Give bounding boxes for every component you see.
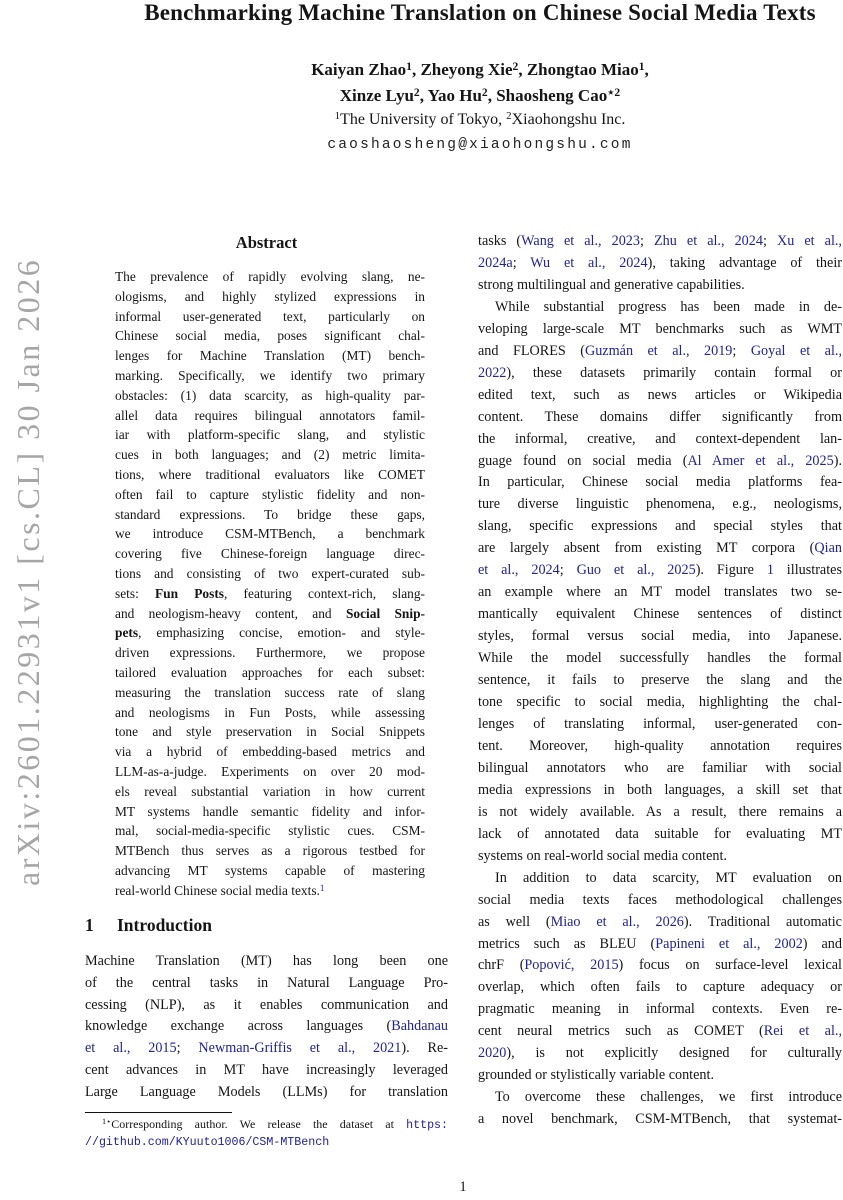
paragraph (115, 267, 425, 903)
text-segment: The University of Tokyo, (340, 111, 507, 128)
text-segment: Xiaohongshu Inc. (511, 111, 626, 128)
text-line (115, 346, 425, 366)
citation-link[interactable]: 2024a (478, 254, 513, 271)
text-line (478, 363, 842, 385)
text-segment: cent neural metrics such as COMET ( (478, 1023, 764, 1040)
text-segment: 1 (638, 59, 645, 73)
text-line (115, 465, 425, 485)
text-segment: , Zheyong Xie (411, 60, 513, 79)
text-segment: ; (559, 562, 577, 579)
text-segment: 2 (506, 110, 512, 123)
text-segment: covering five Chinese-foreign language direc- (115, 546, 425, 562)
text-segment: ). (833, 452, 842, 469)
text-segment: 1⋆ (102, 1117, 112, 1127)
text-line (115, 287, 425, 307)
text-line (478, 846, 842, 868)
text-segment: metrics such as BLEU ( (478, 935, 656, 952)
citation-link[interactable]: et al., 2024 (478, 562, 560, 579)
text-segment: Machine Translation (MT) has long been one (85, 953, 448, 969)
text-line (115, 564, 425, 584)
text-segment: styles, formal versus social media, into Japanese. (478, 628, 842, 645)
citation-link[interactable]: 2020 (478, 1045, 507, 1062)
text-line (478, 407, 842, 429)
text-line (478, 999, 842, 1021)
text-segment: Fun Posts (155, 585, 225, 601)
text-line (478, 341, 842, 363)
text-line (478, 890, 842, 912)
text-segment[interactable]: 1 (319, 882, 325, 893)
text-segment: pragmatic meaning in informal contexts. Even re- (478, 1001, 842, 1018)
paragraph (478, 1087, 842, 1131)
citation-link[interactable]: Rei et al., (763, 1023, 842, 1040)
text-segment: ; (732, 342, 751, 359)
text-segment: guage found on social media ( (478, 452, 688, 469)
section-number: 1 (85, 915, 94, 935)
text-segment: via a hybrid of embedding-based metrics and (115, 744, 425, 760)
text-line (478, 692, 842, 714)
text-line (115, 406, 425, 426)
page-number: 1 (459, 1179, 467, 1195)
text-segment: tone and style preservation in Social Snippets (115, 724, 425, 740)
text-segment: and neologisms in Fun Posts, while assessing (115, 704, 425, 720)
citation-link[interactable]: Al Amer et al., 2025 (687, 452, 834, 469)
text-segment: social media texts faces methodological challenges (478, 891, 842, 908)
text-line (478, 648, 842, 670)
text-line (115, 485, 425, 505)
text-line (115, 366, 425, 386)
text-segment: 2 (481, 85, 488, 99)
paragraph (85, 951, 448, 1104)
text-line (115, 782, 425, 802)
text-segment: 2 (413, 85, 420, 99)
text-line (115, 861, 425, 881)
text-line (115, 604, 425, 624)
paragraph (478, 231, 842, 297)
paper-title: Benchmarking Machine Translation on Chinese Social Media Texts (144, 0, 816, 25)
citation-link[interactable]: Xu et al., (776, 233, 842, 249)
citation-link[interactable]: Popović, 2015 (524, 957, 619, 974)
text-segment: real-world Chinese social media texts. (115, 882, 320, 898)
introduction-body-right-column (478, 231, 842, 1131)
text-segment: veloping large-scale MT benchmarks such as WMT (478, 320, 842, 337)
text-segment: illustrates (773, 562, 842, 579)
text-segment: Kaiyan Zhao (311, 60, 407, 79)
text-line (85, 1134, 448, 1151)
text-line (478, 868, 842, 890)
text-segment: 2 (512, 59, 519, 73)
text-line (85, 1060, 448, 1082)
citation-link[interactable]: Bahdanau (391, 1018, 448, 1035)
text-segment: lack of annotated data suitable for evaluating MT (478, 825, 842, 842)
citation-link[interactable]: Wu et al., 2024 (530, 254, 648, 271)
section-title: Introduction (117, 915, 212, 935)
text-segment: mal, social-media-specific stylistic cues. CSM- (115, 823, 425, 839)
text-segment: cessing (NLP), as it enables communication and (85, 996, 448, 1013)
citation-link[interactable]: Miao et al., 2026 (550, 913, 684, 930)
arxiv-watermark: arXiv:2601.22931v1 [cs.CL] 30 Jan 2026 (10, 257, 46, 886)
text-line (478, 560, 842, 582)
text-line (115, 386, 425, 406)
url-link[interactable]: https: (406, 1119, 448, 1132)
abstract-heading: Abstract (235, 233, 298, 252)
affiliation-line (100, 111, 843, 129)
text-line (115, 445, 425, 465)
text-segment: In addition to data scarcity, MT evaluation on (495, 869, 842, 886)
text-segment: tions and consisting of two expert-curated sub- (115, 565, 425, 581)
text-segment: tailored evaluation approaches for each subset: (115, 664, 425, 680)
text-line (478, 1021, 842, 1043)
text-line (85, 1016, 448, 1038)
text-segment: LLM-as-a-judge. Experiments on over 20 mod- (115, 763, 425, 779)
text-segment: , (644, 60, 649, 79)
text-segment: cent advances in MT have increasingly leveraged (85, 1061, 448, 1078)
text-line (478, 955, 842, 977)
text-segment: the informal, creative, and context-dependent lan- (478, 430, 842, 447)
text-segment: ). Re- (401, 1040, 448, 1057)
text-segment: To overcome these challenges, we first introduce (495, 1089, 842, 1106)
text-segment: MT systems handle semantic fidelity and infor- (115, 803, 425, 819)
text-segment: 1 (334, 110, 341, 123)
section-heading-introduction (85, 915, 448, 936)
text-segment: 1 (406, 59, 412, 73)
text-line (478, 1043, 842, 1065)
text-segment: of the central tasks in Natural Language Pro- (85, 974, 448, 991)
text-segment: Corresponding author. We release the dataset at (111, 1117, 407, 1131)
text-line (115, 703, 425, 723)
text-line (478, 626, 842, 648)
text-segment: ). Traditional automatic (683, 913, 842, 930)
text-segment: els reveal substantial variation in how current (115, 783, 425, 799)
text-line (115, 524, 425, 544)
text-line (115, 841, 425, 861)
text-line (478, 670, 842, 692)
text-segment: ⋆2 (607, 85, 621, 99)
citation-link[interactable]: Qian (814, 540, 842, 557)
text-segment: In particular, Chinese social media platforms fea- (478, 474, 842, 491)
text-line (115, 505, 425, 525)
text-segment: often fail to capture stylistic fidelity and non- (115, 486, 425, 502)
text-segment: ), these datasets primarily contain formal or (506, 364, 842, 381)
text-segment: ; (762, 233, 777, 249)
text-line (115, 584, 425, 604)
text-segment: grounded or stylistically variable content. (478, 1067, 714, 1084)
text-segment: pets (115, 625, 139, 641)
text-segment: lenges of translating informal, user-generated con- (478, 715, 842, 732)
text-line (115, 802, 425, 822)
text-line (115, 623, 425, 643)
text-line (85, 1038, 448, 1060)
text-line (478, 780, 842, 802)
text-segment: content. These domains differ significantly from (478, 408, 842, 425)
text-line (115, 722, 425, 742)
text-segment: a novel benchmark, CSM-MTBench, that systemat- (478, 1111, 842, 1128)
text-line (478, 538, 842, 560)
text-segment: allel data requires bilingual annotators famil- (115, 407, 425, 423)
text-segment: ) and (802, 935, 842, 952)
paragraph (478, 868, 842, 1088)
text-segment: ), taking advantage of their (647, 254, 842, 271)
text-line (115, 267, 425, 287)
text-segment: strong multilingual and generative capabilities. (478, 276, 745, 293)
text-line (478, 275, 842, 297)
text-line (478, 472, 842, 494)
text-segment: as well ( (478, 913, 551, 930)
text-segment: ; (512, 254, 531, 271)
text-segment: are largely absent from existing MT corpora ( (478, 540, 815, 557)
text-segment: While substantial progress has been made in de- (495, 298, 842, 315)
author-line-2 (100, 86, 843, 106)
text-segment: an example where an MT model translates two se- (478, 584, 842, 601)
text-segment: While the model successfully handles the formal (478, 650, 842, 667)
text-line (478, 736, 842, 758)
text-line (115, 683, 425, 703)
text-line (115, 881, 425, 903)
paragraph (85, 1117, 448, 1150)
text-line (478, 231, 842, 253)
text-line (478, 319, 842, 341)
text-segment: overlap, which often fails to capture adequacy or (478, 979, 842, 996)
citation-link[interactable]: 1 (766, 562, 774, 579)
text-line (115, 425, 425, 445)
footnote (85, 1117, 448, 1150)
citation-link[interactable]: Wang et al., 2023 (521, 233, 640, 249)
text-line (85, 951, 448, 973)
text-segment: Xinze Lyu (339, 86, 414, 105)
text-segment: Large Language Models (LLMs) for translation (85, 1083, 448, 1100)
citation-link[interactable]: et al., 2015 (85, 1040, 177, 1057)
citation-link[interactable]: Zhu et al., 2024 (654, 233, 763, 249)
text-segment: tent. Moreover, high-quality annotation requires (478, 737, 842, 754)
text-segment: systems on real-world social media content. (478, 847, 728, 864)
text-segment: , Zhongtao Miao (518, 60, 639, 79)
text-line (85, 995, 448, 1017)
text-segment: ), is not explicitly designed for culturally (506, 1045, 842, 1062)
text-segment: ). Figure (695, 562, 767, 579)
text-segment: Chinese social media, poses significant chal- (115, 328, 425, 344)
text-line (478, 977, 842, 999)
text-segment: and FLORES ( (478, 342, 585, 359)
text-segment: ture diverse linguistic phenomena, e.g., neologisms, (478, 496, 842, 513)
text-segment: media expressions in both languages, a skill set that (478, 781, 842, 798)
citation-link[interactable]: Newman-Griffis et al., 2021 (198, 1040, 402, 1057)
text-line (478, 802, 842, 824)
text-line (478, 912, 842, 934)
text-segment: lenges for Machine Translation (MT) bench- (115, 348, 425, 364)
text-segment: driven expressions. Furthermore, we propose (115, 645, 425, 661)
text-line (115, 544, 425, 564)
text-segment: bilingual annotators who are familiar with social (478, 759, 842, 776)
text-line (478, 582, 842, 604)
text-segment: tions, where traditional evaluators like COMET (115, 466, 425, 482)
text-segment: is not widely available. As a result, there remains a (478, 803, 842, 820)
text-line (478, 604, 842, 626)
citation-link[interactable]: Goyal et al., (750, 342, 842, 359)
text-segment: , Shaosheng Cao (487, 86, 608, 105)
citation-link[interactable]: 2022 (478, 364, 507, 381)
text-line (478, 385, 842, 407)
text-line (115, 821, 425, 841)
text-line (478, 253, 842, 275)
author-line-1 (100, 60, 843, 80)
text-segment: The prevalence of rapidly evolving slang, ne- (115, 269, 425, 284)
text-line (115, 307, 425, 327)
text-line (478, 934, 842, 956)
paragraph (478, 297, 842, 868)
text-line (478, 1109, 842, 1131)
text-segment: tone specific to social media, highlighting the chal- (478, 694, 842, 711)
text-line (478, 758, 842, 780)
text-line (478, 297, 842, 319)
text-segment: marking. Specifically, we identify two primary (115, 367, 425, 383)
text-segment: , Yao Hu (419, 86, 482, 105)
text-segment: measuring the translation success rate of slang (115, 684, 425, 700)
abstract-body (115, 267, 425, 903)
text-line (478, 1087, 842, 1109)
text-segment: advancing MT systems capable of mastering (115, 862, 425, 878)
text-segment: ) focus on surface-level lexical (618, 957, 842, 974)
introduction-body-left-column (85, 951, 448, 1104)
text-segment: we introduce CSM-MTBench, a benchmark (115, 526, 425, 542)
citation-link[interactable]: Papineni et al., 2002 (655, 935, 803, 952)
text-segment: knowledge exchange across languages ( (85, 1018, 392, 1035)
text-line (85, 1082, 448, 1104)
text-segment: cues in both languages; and (2) metric limita- (115, 447, 425, 463)
text-segment: chrF ( (478, 957, 525, 974)
contact-email[interactable]: caoshaosheng@xiaohongshu.com (327, 137, 633, 153)
text-segment: tasks ( (478, 233, 522, 249)
citation-link[interactable]: Guo et al., 2025 (576, 562, 696, 579)
text-segment: obstacles: (1) data scarcity, as high-quality par- (115, 387, 425, 403)
url-link[interactable]: //github.com/KYuuto1006/CSM-MTBench (85, 1135, 330, 1149)
text-segment: sentence, it fails to preserve the slang and the (478, 672, 842, 689)
text-line (478, 516, 842, 538)
text-segment: iar with platform-specific slang, and stylistic (115, 427, 425, 443)
text-line (85, 973, 448, 995)
text-segment: ; (176, 1040, 199, 1057)
text-segment: , emphasizing concise, emotion- and style- (138, 625, 425, 641)
text-line (478, 451, 842, 473)
text-segment: mantically equivalent Chinese sentences of distinct (478, 606, 842, 623)
text-line (115, 663, 425, 683)
footnote-divider (85, 1112, 232, 1113)
text-segment: sets: (115, 585, 155, 601)
text-segment: edited text, such as news articles or Wikipedia (478, 386, 842, 403)
text-segment: MTBench thus serves as a rigorous testbed for (115, 843, 425, 859)
text-line (115, 742, 425, 762)
text-line (478, 494, 842, 516)
text-line (115, 762, 425, 782)
text-line (115, 326, 425, 346)
text-segment: and neologism-heavy content, and (115, 605, 346, 621)
citation-link[interactable]: Guzmán et al., 2019 (584, 342, 733, 359)
text-line (478, 824, 842, 846)
text-segment: slang, specific expressions and special styles that (478, 518, 842, 535)
text-line (478, 714, 842, 736)
text-segment: standard expressions. To bridge these gaps, (115, 506, 425, 522)
text-line (478, 1065, 842, 1087)
text-segment: ologisms, and highly stylized expressions in (115, 288, 425, 304)
text-line (85, 1117, 448, 1134)
text-line (115, 643, 425, 663)
text-segment: Social Snip- (345, 605, 426, 621)
text-line (478, 429, 842, 451)
text-segment: , featuring context-rich, slang- (224, 585, 425, 601)
text-segment: ; (640, 233, 654, 249)
text-segment: informal user-generated text, particularly on (115, 308, 425, 324)
